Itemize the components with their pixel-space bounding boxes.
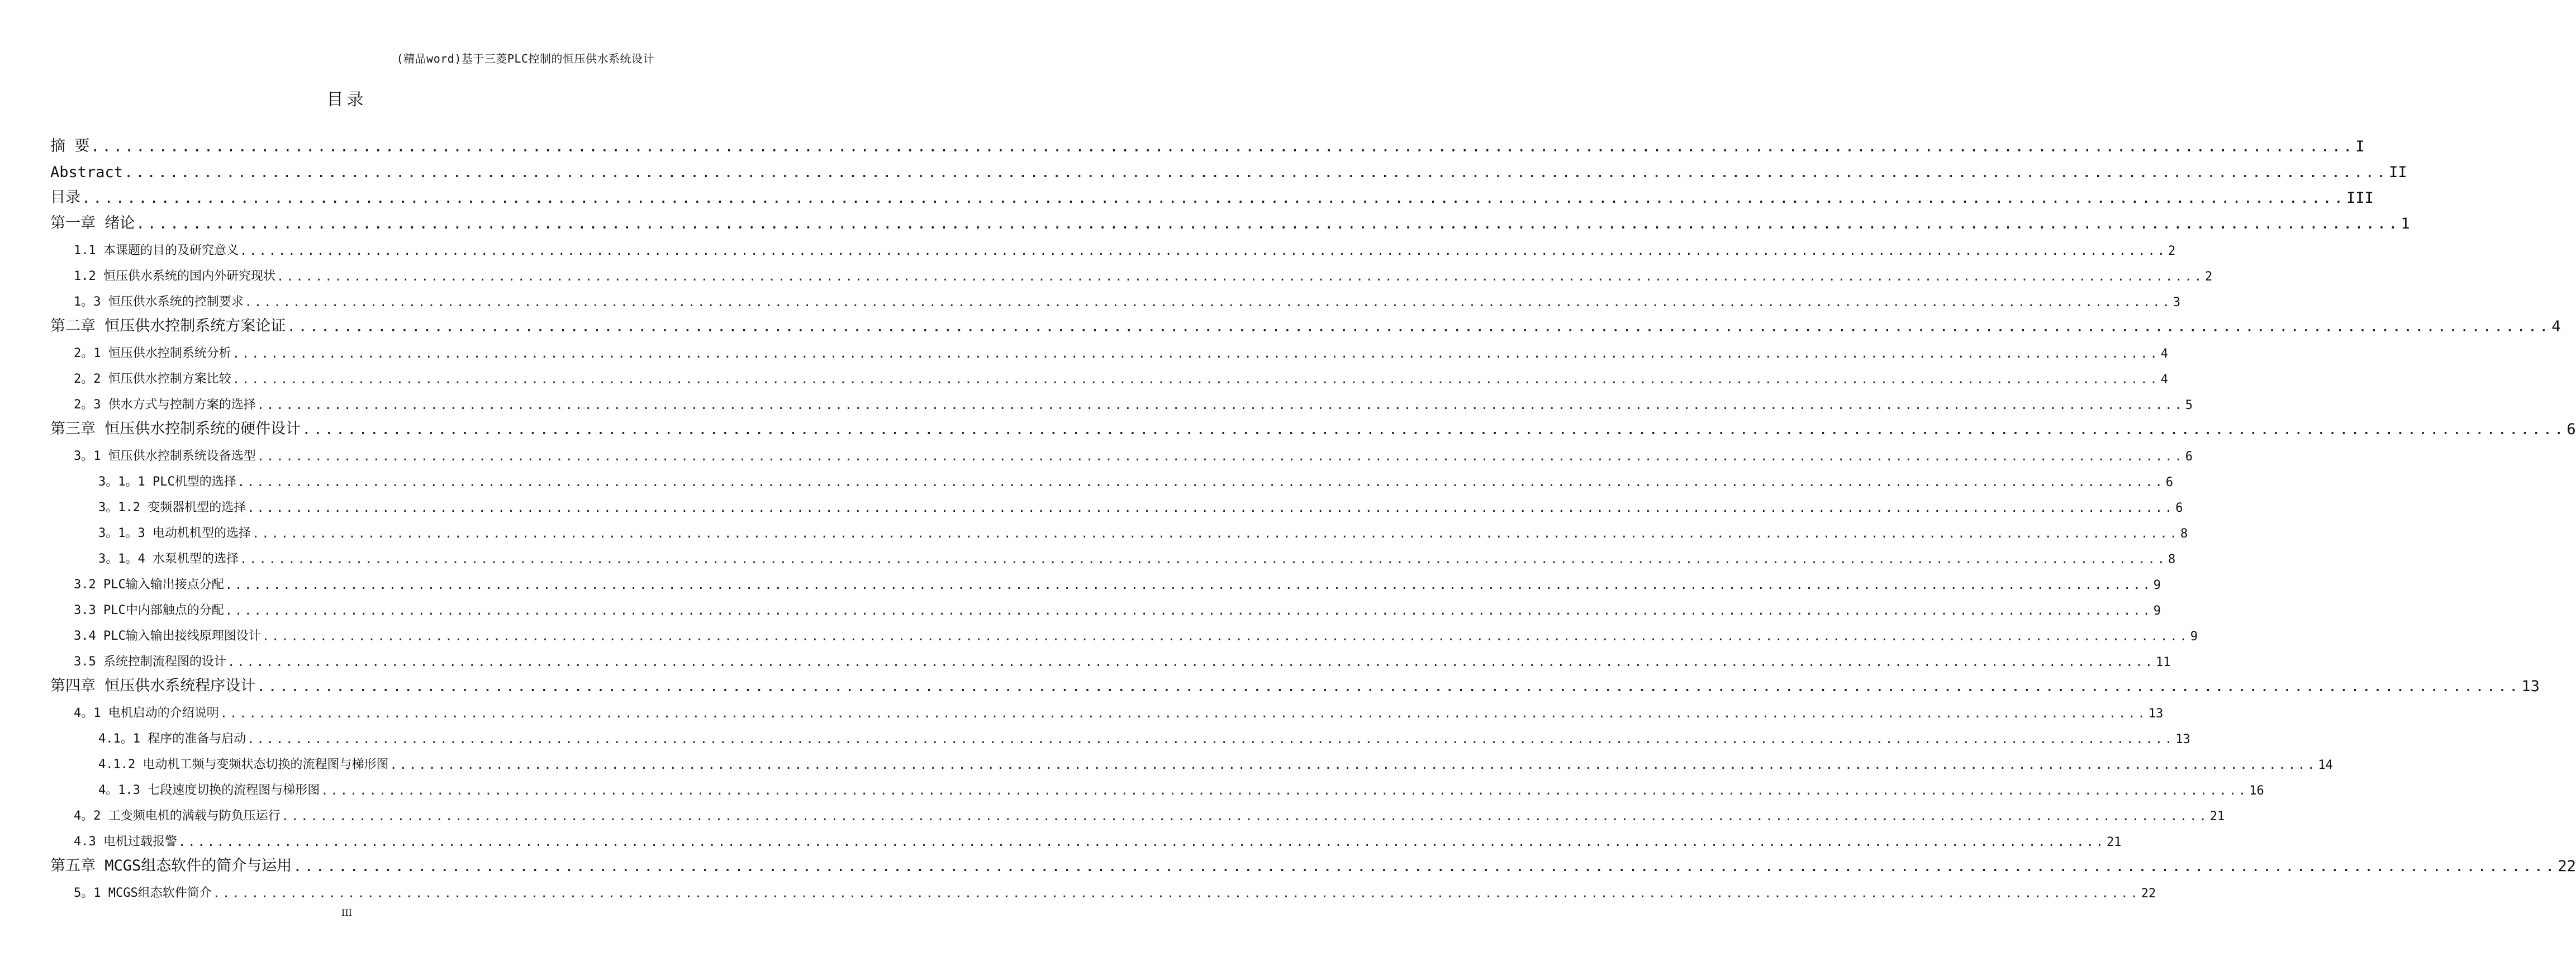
toc-entry-page: 14 (2318, 758, 2333, 772)
dot-leader: ........................................................................................................................................................................................................ (232, 373, 2160, 387)
toc-entry[interactable] (50, 310, 2561, 335)
toc-entry[interactable] (50, 130, 2365, 155)
toc-entry[interactable] (50, 464, 2173, 489)
toc-entry[interactable] (50, 721, 2190, 746)
toc-entry-label: 3。1。1 PLC机型的选择 (98, 475, 236, 489)
toc-entry-page: 16 (2249, 784, 2264, 798)
toc-entry-label: 4.1。1 程序的准备与启动 (98, 732, 246, 746)
toc-entry-label: 3。1。3 电动机机型的选择 (98, 526, 251, 540)
toc-entry-page: III (2346, 189, 2374, 207)
dot-leader: ........................................................................................................................................................................................................ (178, 835, 2106, 849)
toc-entry-page: 2 (2168, 244, 2176, 258)
toc-entry[interactable] (50, 232, 2176, 258)
toc-entry-label: Abstract (50, 164, 123, 181)
dot-leader: ........................................................................................................................................................................................................ (293, 858, 2557, 875)
toc-entry-page: 21 (2209, 810, 2225, 824)
toc-entry[interactable] (50, 824, 2122, 849)
toc-entry-page: 2 (2205, 270, 2213, 284)
toc-entry-page: 4 (2160, 373, 2169, 387)
toc-entry[interactable] (50, 618, 2198, 644)
dot-leader: ........................................................................................................................................................................................................ (247, 732, 2175, 746)
page-number: III (341, 907, 352, 918)
dot-leader: ........................................................................................................................................................................................................ (91, 138, 2355, 155)
toc-entry-label: 4.3 电机过载报警 (74, 835, 177, 849)
toc-entry[interactable] (50, 592, 2161, 618)
toc-entry[interactable] (50, 746, 2333, 772)
toc-entry-label: 4。1 电机启动的介绍说明 (74, 706, 219, 720)
toc-entry-page: I (2355, 138, 2365, 155)
dot-leader: ........................................................................................................................................................................................................ (247, 501, 2175, 515)
dot-leader: ........................................................................................................................................................................................................ (220, 707, 2147, 721)
toc-entry-label: 1。3 恒压供水系统的控制要求 (74, 295, 244, 309)
toc-entry-label: 3。1 恒压供水控制系统设备选型 (74, 449, 256, 463)
dot-leader: ........................................................................................................................................................................................................ (389, 758, 2317, 772)
toc-entry[interactable] (50, 489, 2183, 515)
toc-entry-label: 第一章 绪论 (50, 215, 135, 232)
dot-leader: ........................................................................................................................................................................................................ (232, 347, 2160, 361)
dot-leader: ........................................................................................................................................................................................................ (256, 398, 2184, 412)
toc-entry-label: 3。1.2 变频器机型的选择 (98, 501, 246, 515)
toc-entry-page: 9 (2190, 630, 2198, 644)
toc-entry-label: 第二章 恒压供水控制系统方案论证 (50, 317, 286, 335)
toc-entry-page: 1 (2401, 215, 2410, 232)
toc-entry-label: 1.2 恒压供水系统的国内外研究现状 (74, 269, 275, 283)
dot-leader: ........................................................................................................................................................................................................ (256, 450, 2184, 464)
toc-entry-label: 摘 要 (50, 137, 90, 155)
toc-entry[interactable] (50, 772, 2264, 798)
toc-entry[interactable] (50, 361, 2169, 387)
toc-entry-label: 4。1.3 七段速度切换的流程图与梯形图 (98, 783, 320, 797)
toc-entry[interactable] (50, 798, 2225, 824)
toc-entry-page: 11 (2156, 655, 2171, 669)
toc-entry[interactable] (50, 207, 2410, 232)
toc-entry-label: 第五章 MCGS组态软件的简介与运用 (50, 857, 292, 874)
toc-entry[interactable] (50, 181, 2374, 207)
toc-entry-label: 4。2 工变频电机的满载与防负压运行 (74, 809, 281, 823)
toc-entry-label: 1.1 本课题的目的及研究意义 (74, 244, 239, 258)
toc-entry[interactable] (50, 695, 2164, 721)
toc-entry-page: 4 (2551, 318, 2561, 335)
toc-title: 目录 (326, 90, 367, 110)
toc-entry-page: 13 (2521, 678, 2540, 695)
dot-leader: ........................................................................................................................................................................................................ (251, 527, 2180, 541)
dot-leader: ........................................................................................................................................................................................................ (82, 189, 2346, 207)
toc-entry[interactable] (50, 412, 2576, 438)
dot-leader: ........................................................................................................................................................................................................ (239, 553, 2168, 567)
toc-entry[interactable] (50, 849, 2576, 875)
dot-leader: ........................................................................................................................................................................................................ (225, 578, 2152, 592)
toc-entry-label: 3.4 PLC输入输出接线原理图设计 (74, 629, 261, 643)
toc-entry[interactable] (50, 155, 2407, 181)
toc-entry[interactable] (50, 335, 2169, 361)
toc-entry-page: 21 (2107, 835, 2122, 849)
toc-entry-page: 6 (2175, 501, 2183, 515)
toc-entry-page: 13 (2148, 707, 2164, 721)
toc-entry-page: 5 (2185, 398, 2193, 412)
toc-entry-page: 6 (2165, 475, 2173, 489)
toc-entry-page: 9 (2153, 604, 2161, 618)
toc-entry[interactable] (50, 541, 2176, 567)
dot-leader: ........................................................................................................................................................................................................ (287, 318, 2551, 335)
toc-entry-page: 13 (2175, 732, 2190, 746)
toc-entry-label: 3.3 PLC中内部触点的分配 (74, 603, 224, 617)
toc-entry-label: 3.2 PLC输入输出接点分配 (74, 578, 224, 592)
toc-entry[interactable] (50, 438, 2193, 464)
toc-entry[interactable] (50, 515, 2188, 541)
toc-entry-label: 3。1。4 水泵机型的选择 (98, 552, 239, 566)
toc-entry-label: 2。1 恒压供水控制系统分析 (74, 346, 231, 360)
toc-entry-page: 9 (2153, 578, 2161, 592)
toc-entry-page: 6 (2567, 421, 2576, 438)
toc-entry-page: 22 (2558, 858, 2576, 875)
dot-leader: ........................................................................................................................................................................................................ (239, 244, 2168, 258)
dot-leader: ........................................................................................................................................................................................................ (237, 475, 2165, 489)
toc-entry-page: 4 (2160, 347, 2169, 361)
toc-entry-label: 3.5 系统控制流程图的设计 (74, 655, 226, 669)
toc-entry-label: 第四章 恒压供水系统程序设计 (50, 677, 256, 694)
dot-leader: ........................................................................................................................................................................................................ (256, 678, 2521, 695)
toc-entry-page: 8 (2180, 527, 2188, 541)
toc-entry-label: 目录 (50, 189, 80, 206)
dot-leader: ........................................................................................................................................................................................................ (276, 270, 2204, 284)
toc-entry-label: 4.1.2 电动机工频与变频状态切换的流程图与梯形图 (98, 758, 389, 772)
dot-leader: ........................................................................................................................................................................................................ (227, 655, 2155, 669)
dot-leader: ........................................................................................................................................................................................................ (321, 784, 2249, 798)
toc-entry[interactable] (50, 669, 2540, 695)
dot-leader: ........................................................................................................................................................................................................ (212, 887, 2140, 901)
toc-entry-page: 22 (2141, 887, 2156, 901)
table-of-contents (50, 130, 2576, 901)
running-header: (精品word)基于三菱PLC控制的恒压供水系统设计 (396, 52, 654, 65)
toc-entry-label: 5。1 MCGS组态软件简介 (74, 886, 212, 900)
toc-entry-label: 2。3 供水方式与控制方案的选择 (74, 398, 256, 412)
dot-leader: ........................................................................................................................................................................................................ (302, 421, 2566, 438)
toc-entry-page: II (2389, 164, 2407, 181)
toc-entry-page: 3 (2173, 296, 2181, 310)
toc-entry[interactable] (50, 567, 2161, 592)
dot-leader: ........................................................................................................................................................................................................ (281, 810, 2209, 824)
dot-leader: ........................................................................................................................................................................................................ (136, 215, 2400, 232)
dot-leader: ........................................................................................................................................................................................................ (244, 296, 2172, 310)
toc-entry[interactable] (50, 875, 2156, 901)
toc-entry[interactable] (50, 644, 2171, 669)
toc-entry-page: 6 (2185, 450, 2193, 464)
toc-entry-label: 第三章 恒压供水控制系统的硬件设计 (50, 420, 301, 437)
dot-leader: ........................................................................................................................................................................................................ (262, 630, 2189, 644)
dot-leader: ........................................................................................................................................................................................................ (225, 604, 2152, 618)
toc-entry[interactable] (50, 387, 2193, 412)
toc-entry[interactable] (50, 284, 2181, 310)
toc-entry-page: 8 (2168, 553, 2176, 567)
dot-leader: ........................................................................................................................................................................................................ (124, 164, 2388, 181)
toc-entry[interactable] (50, 258, 2213, 284)
toc-entry-label: 2。2 恒压供水控制方案比较 (74, 372, 231, 386)
